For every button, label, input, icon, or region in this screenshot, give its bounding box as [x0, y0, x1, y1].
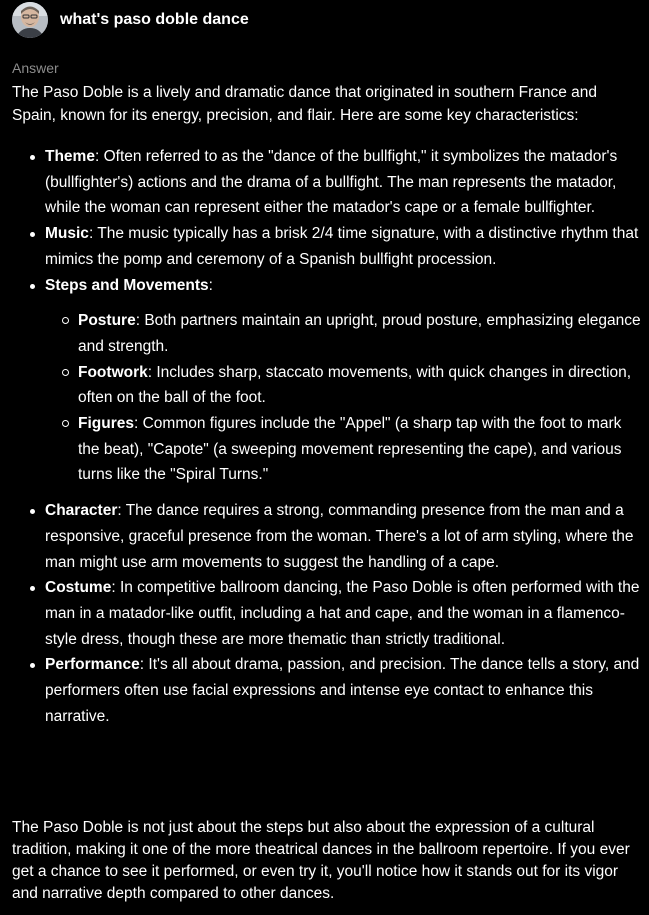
sublist-item-posture [78, 308, 642, 359]
list-item-separator: : [94, 148, 100, 165]
list-item-performance [45, 652, 642, 729]
sublist-item-term: Footwork [78, 363, 148, 381]
sublist-item-term: Posture [78, 312, 136, 330]
list-item-separator: : [117, 502, 122, 520]
list-item-steps-and-movements [45, 273, 642, 489]
question-header [12, 2, 249, 38]
answer-intro: The Paso Doble is a lively and dramatic dance that originated in southern France and Spain, known for its energy, precision, and flair. Here are some key characteristics: [12, 84, 598, 124]
list-item-term: Character [45, 502, 118, 520]
list-item-character [45, 498, 642, 575]
sublist-item-figures [78, 411, 642, 488]
list-item-separator: : [139, 656, 145, 674]
list-item-music [45, 221, 642, 272]
characteristics-list [12, 144, 642, 729]
list-item-costume [45, 575, 642, 652]
sublist-item-separator: : [135, 312, 141, 330]
sublist-item-text: Common figures include the "Appel" (a sharp tap with the foot to mark the beat), "Capote" (a sweeping movement representing the cape), and various turns like the "Spiral Turns." [78, 415, 622, 484]
question-text: what's paso doble dance [60, 11, 249, 28]
sublist-item-separator: : [147, 363, 153, 381]
sublist-item-text: Includes sharp, staccato movements, with quick changes in direction, often on the ball of the foot. [78, 363, 632, 407]
answer-body [12, 82, 642, 729]
list-item-term: Theme [45, 148, 95, 165]
list-item-text: It's all about drama, passion, and precision. The dance tells a story, and performers often use facial expressions and intense eye contact to enhance this narrative. [45, 656, 640, 725]
steps-sublist [45, 308, 642, 488]
sublist-item-term: Figures [78, 415, 134, 433]
list-item-text: The music typically has a brisk 2/4 time signature, with a distinctive rhythm that mimics the pomp and ceremony of a Spanish bullfight procession. [45, 225, 639, 268]
list-item-term: Costume [45, 579, 112, 597]
list-item-term: Music [45, 225, 89, 243]
list-item-separator: : [111, 579, 116, 597]
sublist-item-separator: : [133, 415, 139, 433]
list-item-separator: : [88, 225, 94, 243]
user-avatar-icon [12, 2, 48, 38]
answer-label: Answer [12, 60, 59, 76]
answer-conclusion: The Paso Doble is not just about the steps but also about the expression of a cultural tradition, making it one of the more theatrical dances in the ballroom repertoire. If you ever get a chance to see it performed, or even try it, you'll notice how it stands out for its vigor and narrative depth compared to other dances. [12, 819, 630, 902]
list-item-theme [45, 144, 642, 221]
list-item-term: Steps and Movements [45, 276, 209, 294]
list-item-text: Often referred to as the "dance of the bullfight," it symbolizes the matador's (bullfighter's) actions and the drama of a bullfight. The man represents the matador, while the woman can represent either the matador's cape or a female bullfighter. [45, 148, 618, 217]
list-item-text: The dance requires a strong, commanding presence from the man and a responsive, graceful presence from the woman. There's a lot of arm styling, where the man might use arm movements to suggest the handling of a cape. [45, 502, 634, 571]
list-item-separator: : [208, 276, 213, 294]
user-avatar[interactable] [12, 2, 48, 38]
sublist-item-footwork [78, 360, 642, 411]
sublist-item-text: Both partners maintain an upright, proud posture, emphasizing elegance and strength. [78, 312, 641, 355]
list-item-text: In competitive ballroom dancing, the Paso Doble is often performed with the man in a matador-like outfit, including a hat and cape, and the woman in a flamenco-style dress, though these are more thematic than strictly traditional. [45, 579, 640, 648]
list-item-term: Performance [45, 656, 140, 674]
